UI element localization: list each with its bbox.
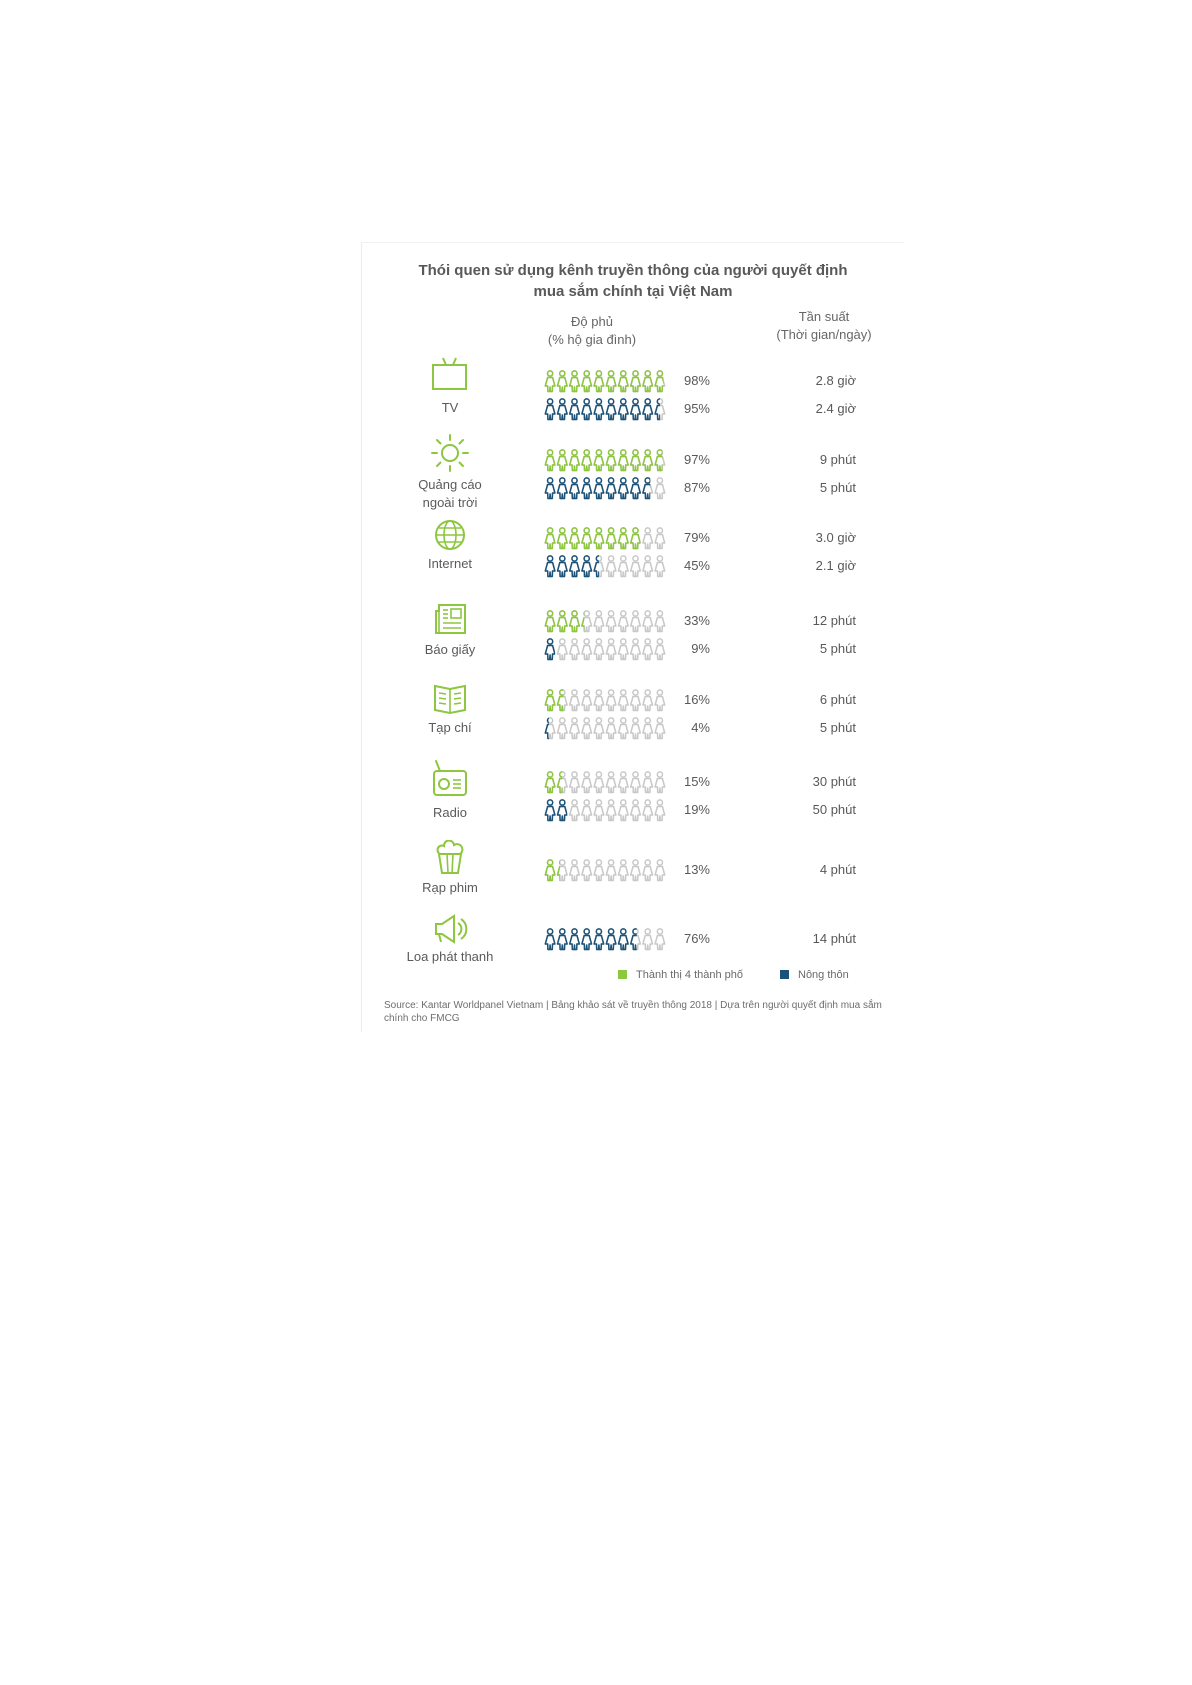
legend-item-urban — [618, 969, 743, 981]
person-icon-filled — [631, 399, 641, 420]
person-icon-filled — [558, 371, 568, 392]
frequency-header-line2: (Thời gian/ngày) — [776, 327, 872, 342]
reach-value: 76% — [683, 931, 710, 946]
reach-value: 9% — [691, 641, 710, 656]
person-icon-filled — [558, 556, 568, 577]
pictogram-filled-figures — [545, 800, 664, 821]
sun-icon — [430, 433, 470, 473]
pictogram-rural — [544, 798, 668, 822]
person-icon-empty — [606, 772, 616, 793]
globe-icon — [433, 518, 467, 552]
pictogram-empty-figures — [545, 556, 664, 577]
pictogram-filled-figures — [545, 556, 664, 577]
pictogram-urban — [544, 770, 668, 794]
pictogram-empty-figures — [545, 772, 664, 793]
frequency-value: 50 phút — [812, 802, 856, 817]
tv-icon — [430, 355, 470, 395]
person-icon-empty — [619, 718, 629, 739]
person-icon-empty — [643, 860, 653, 881]
person-icon-filled — [545, 772, 555, 793]
frequency-value: 5 phút — [819, 480, 856, 495]
person-icon-empty — [631, 718, 641, 739]
pictogram-rural — [544, 554, 668, 578]
person-icon-filled — [594, 371, 604, 392]
person-icon-filled — [582, 399, 592, 420]
pictogram-empty-figures — [545, 450, 664, 471]
pictogram-empty-figures — [545, 478, 664, 499]
person-icon-filled — [570, 528, 580, 549]
pictogram-empty-figures — [545, 690, 664, 711]
person-icon-empty — [570, 639, 580, 660]
newspaper-icon — [432, 601, 468, 637]
media-label-outdoor: Quảng cáo ngoài trời — [418, 477, 482, 510]
pictogram-empty-figures — [545, 371, 664, 392]
person-icon-empty — [643, 556, 653, 577]
person-icon-filled — [606, 371, 616, 392]
person-icon-filled — [594, 399, 604, 420]
megaphone-icon — [432, 912, 470, 946]
person-icon-empty — [582, 718, 592, 739]
person-icon-filled — [619, 450, 629, 471]
person-icon-empty — [619, 556, 629, 577]
source-note: Source: Kantar Worldpanel Vietnam | Bảng khảo sát về truyền thông 2018 | Dựa trên người quyết định mua sắm chính cho FMCG — [384, 1000, 882, 1024]
person-icon-empty — [631, 611, 641, 632]
person-icon-filled — [558, 800, 568, 821]
person-icon-empty — [582, 800, 592, 821]
person-icon-empty — [619, 772, 629, 793]
media-label-magazine: Tạp chí — [428, 720, 472, 735]
reach-value: 16% — [683, 692, 710, 707]
person-icon-filled — [582, 556, 592, 577]
person-icon-empty — [606, 611, 616, 632]
pictogram-filled-figures — [545, 399, 664, 420]
person-icon-filled — [631, 371, 641, 392]
pictogram-empty-figures — [545, 860, 664, 881]
person-icon-filled — [619, 528, 629, 549]
person-icon-empty — [558, 718, 568, 739]
frequency-value: 2.8 giờ — [815, 373, 856, 388]
person-icon-empty — [619, 690, 629, 711]
person-icon-empty — [594, 800, 604, 821]
pictogram-rural — [544, 927, 668, 951]
media-label-radio: Radio — [433, 805, 467, 820]
person-icon-filled — [643, 371, 653, 392]
person-icon-empty — [619, 611, 629, 632]
pictogram-empty-figures — [545, 718, 664, 739]
person-icon-filled — [619, 929, 629, 950]
pictogram-filled-figures — [545, 371, 664, 392]
person-icon-filled — [570, 371, 580, 392]
person-icon-empty — [606, 860, 616, 881]
person-icon-empty — [606, 690, 616, 711]
person-icon-empty — [558, 639, 568, 660]
person-icon-filled — [606, 399, 616, 420]
pictogram-empty-figures — [545, 611, 664, 632]
person-icon-empty — [570, 860, 580, 881]
media-label-newspaper: Báo giấy — [424, 642, 476, 657]
person-icon-filled — [606, 478, 616, 499]
person-icon-filled — [558, 450, 568, 471]
person-icon-filled — [545, 556, 555, 577]
person-icon-empty — [570, 690, 580, 711]
person-icon-filled — [545, 800, 555, 821]
person-icon-empty — [582, 860, 592, 881]
reach-header-line1: Độ phủ — [571, 314, 613, 329]
person-icon-filled — [594, 478, 604, 499]
person-icon-empty — [582, 639, 592, 660]
pictogram-empty-figures — [545, 929, 664, 950]
person-icon-filled — [619, 371, 629, 392]
reach-value: 4% — [691, 720, 710, 735]
person-icon-empty — [594, 690, 604, 711]
reach-value: 33% — [683, 613, 710, 628]
person-icon-filled — [582, 478, 592, 499]
person-icon-filled — [570, 556, 580, 577]
person-icon-empty — [643, 528, 653, 549]
reach-header-line2: (% hộ gia đình) — [547, 332, 637, 347]
chart-title — [362, 260, 904, 302]
pictogram-rural — [544, 397, 668, 421]
person-icon-filled — [619, 478, 629, 499]
person-icon-filled — [606, 450, 616, 471]
person-icon-filled — [594, 450, 604, 471]
person-icon-empty — [631, 800, 641, 821]
person-icon-filled — [545, 528, 555, 549]
person-icon-empty — [631, 772, 641, 793]
pictogram-rural — [544, 716, 668, 740]
frequency-header-line1: Tần suất — [798, 309, 850, 324]
pictogram-urban — [544, 526, 668, 550]
person-icon-filled — [582, 450, 592, 471]
pictogram-empty-figures — [545, 399, 664, 420]
pictogram-urban — [544, 369, 668, 393]
pictogram-filled-figures — [545, 772, 664, 793]
pictogram-empty-figures — [545, 639, 664, 660]
person-icon-filled — [558, 399, 568, 420]
person-icon-empty — [631, 690, 641, 711]
frequency-value: 5 phút — [819, 720, 856, 735]
person-icon-filled — [606, 929, 616, 950]
pictogram-filled-figures — [545, 690, 664, 711]
person-icon-empty — [619, 800, 629, 821]
reach-value: 13% — [683, 862, 710, 877]
person-icon-filled — [570, 399, 580, 420]
frequency-value: 14 phút — [812, 931, 856, 946]
person-icon-empty — [631, 556, 641, 577]
person-icon-empty — [570, 772, 580, 793]
person-icon-empty — [582, 772, 592, 793]
pictogram-urban — [544, 609, 668, 633]
pictogram-rural — [544, 637, 668, 661]
reach-value: 15% — [683, 774, 710, 789]
chart-title-line1: Thói quen sử dụng kênh truyền thông của người quyết định — [418, 262, 848, 279]
reach-header — [522, 313, 662, 349]
person-icon-filled — [545, 399, 555, 420]
chart-title-line2: mua sắm chính tại Việt Nam — [533, 283, 733, 300]
legend-item-rural — [780, 969, 849, 981]
person-icon-filled — [582, 371, 592, 392]
person-icon-filled — [594, 528, 604, 549]
frequency-value: 6 phút — [819, 692, 856, 707]
reach-value: 97% — [683, 452, 710, 467]
person-icon-filled — [558, 611, 568, 632]
pictogram-filled-figures — [545, 478, 664, 499]
person-icon-empty — [643, 800, 653, 821]
person-icon-filled — [570, 478, 580, 499]
pictogram-filled-figures — [545, 528, 664, 549]
pictogram-urban — [544, 448, 668, 472]
person-icon-empty — [594, 639, 604, 660]
person-icon-empty — [594, 718, 604, 739]
pictogram-filled-figures — [545, 929, 664, 950]
media-label-tv: TV — [441, 400, 459, 415]
person-icon-empty — [606, 556, 616, 577]
person-icon-filled — [594, 929, 604, 950]
person-icon-empty — [631, 860, 641, 881]
pictogram-rural — [544, 476, 668, 500]
frequency-value: 3.0 giờ — [815, 530, 856, 545]
pictogram-filled-figures — [545, 639, 664, 660]
person-icon-filled — [582, 929, 592, 950]
frequency-value: 12 phút — [812, 613, 856, 628]
frequency-value: 30 phút — [812, 774, 856, 789]
person-icon-empty — [594, 860, 604, 881]
person-icon-empty — [606, 639, 616, 660]
person-icon-filled — [570, 450, 580, 471]
person-icon-filled — [545, 450, 555, 471]
frequency-value: 2.1 giờ — [815, 558, 856, 573]
person-icon-empty — [643, 639, 653, 660]
popcorn-icon — [434, 840, 466, 876]
person-icon-filled — [631, 478, 641, 499]
frequency-value: 2.4 giờ — [815, 401, 856, 416]
person-icon-empty — [606, 718, 616, 739]
person-icon-empty — [643, 772, 653, 793]
legend-label-rural: Nông thôn — [798, 969, 849, 981]
person-icon-empty — [643, 611, 653, 632]
person-icon-filled — [582, 528, 592, 549]
person-icon-empty — [594, 772, 604, 793]
legend-swatch-urban — [618, 970, 627, 979]
person-icon-filled — [643, 450, 653, 471]
pictogram-empty-figures — [545, 528, 664, 549]
person-icon-filled — [558, 929, 568, 950]
media-label-internet: Internet — [427, 556, 473, 571]
person-icon-filled — [570, 929, 580, 950]
pictogram-urban — [544, 688, 668, 712]
pictogram-filled-figures — [545, 860, 664, 881]
person-icon-empty — [606, 800, 616, 821]
person-icon-empty — [643, 718, 653, 739]
person-icon-filled — [570, 611, 580, 632]
reach-value: 87% — [683, 480, 710, 495]
person-icon-empty — [582, 690, 592, 711]
radio-icon — [431, 758, 469, 800]
person-icon-filled — [643, 399, 653, 420]
reach-value: 95% — [683, 401, 710, 416]
reach-value: 19% — [683, 802, 710, 817]
legend-swatch-rural — [780, 970, 789, 979]
person-icon-empty — [619, 639, 629, 660]
person-icon-empty — [619, 860, 629, 881]
person-icon-empty — [643, 690, 653, 711]
pictogram-filled-figures — [545, 718, 664, 739]
person-icon-filled — [545, 639, 555, 660]
magazine-icon — [432, 680, 468, 716]
person-icon-empty — [570, 800, 580, 821]
person-icon-empty — [643, 929, 653, 950]
person-icon-filled — [631, 528, 641, 549]
frequency-header — [762, 308, 886, 344]
person-icon-filled — [631, 450, 641, 471]
pictogram-filled-figures — [545, 611, 664, 632]
person-icon-filled — [606, 528, 616, 549]
person-icon-filled — [545, 478, 555, 499]
person-icon-empty — [570, 718, 580, 739]
person-icon-filled — [545, 690, 555, 711]
reach-value: 98% — [683, 373, 710, 388]
frequency-value: 9 phút — [819, 452, 856, 467]
person-icon-filled — [619, 399, 629, 420]
frequency-value: 4 phút — [819, 862, 856, 877]
reach-value: 45% — [683, 558, 710, 573]
pictogram-urban — [544, 858, 668, 882]
person-icon-filled — [558, 528, 568, 549]
person-icon-filled — [545, 929, 555, 950]
person-icon-filled — [545, 611, 555, 632]
media-label-cinema: Rạp phim — [422, 880, 478, 895]
person-icon-filled — [545, 371, 555, 392]
frequency-value: 5 phút — [819, 641, 856, 656]
pictogram-empty-figures — [545, 800, 664, 821]
person-icon-empty — [594, 611, 604, 632]
person-icon-filled — [545, 860, 555, 881]
infographic-card — [361, 242, 904, 1032]
reach-value: 79% — [683, 530, 710, 545]
person-icon-empty — [631, 639, 641, 660]
media-label-loudspeaker: Loa phát thanh — [406, 949, 494, 964]
pictogram-filled-figures — [545, 450, 664, 471]
legend-label-urban: Thành thị 4 thành phố — [636, 969, 744, 981]
person-icon-filled — [558, 478, 568, 499]
